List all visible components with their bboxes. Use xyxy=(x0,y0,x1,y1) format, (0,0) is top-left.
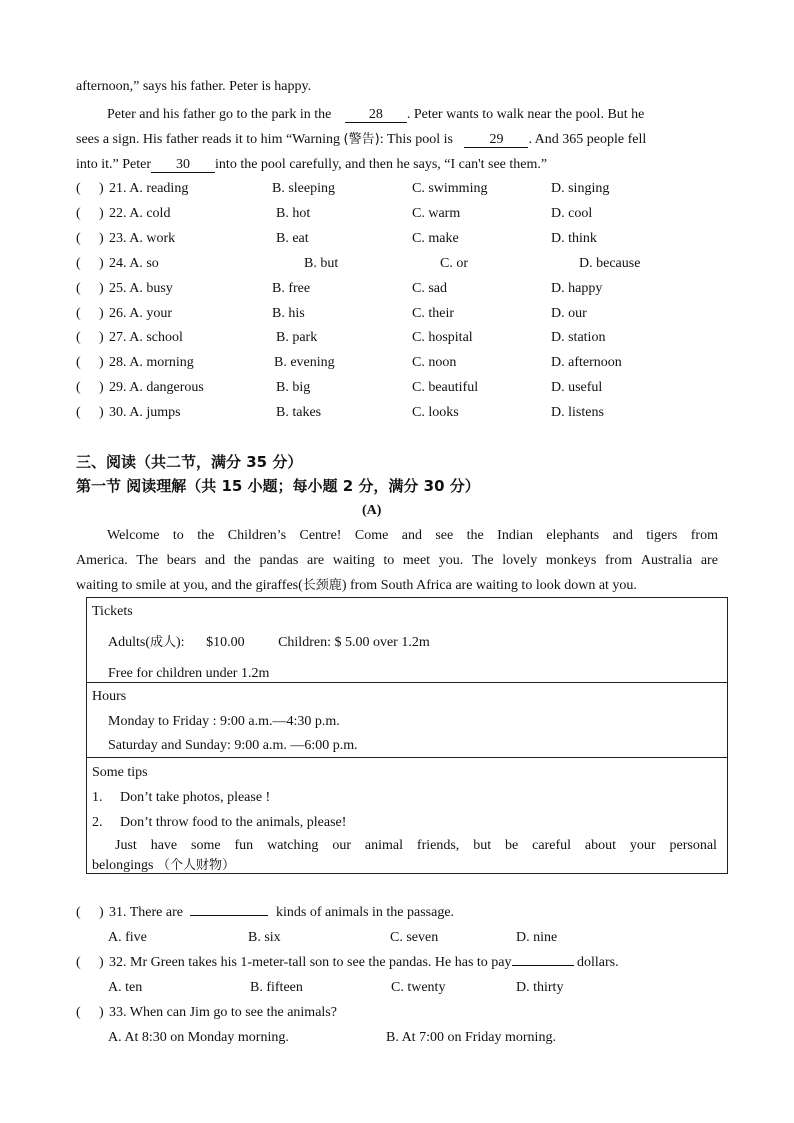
option-c[interactable]: C. noon xyxy=(412,355,457,371)
option-c[interactable]: C. make xyxy=(412,230,459,246)
cloze-question-30 xyxy=(76,406,718,422)
option-b[interactable]: B. sleeping xyxy=(272,181,335,196)
answer-paren-open: ( xyxy=(76,405,81,421)
answer-paren-close: ) xyxy=(99,255,104,271)
word: bears xyxy=(166,553,197,568)
answer-paren-open: ( xyxy=(76,181,81,196)
tickets-cell xyxy=(87,598,727,683)
option-b[interactable]: B. evening xyxy=(274,355,335,371)
option-b[interactable]: B. park xyxy=(276,330,318,346)
question-31: ( ) 31. There are kinds of animals in the passage. xyxy=(76,905,455,920)
word: meet xyxy=(402,553,431,568)
option-b[interactable]: B. At 7:00 on Friday morning. xyxy=(386,1030,556,1045)
answer-paren-open: ( xyxy=(76,280,81,296)
word: personal xyxy=(669,838,717,853)
option-b[interactable]: B. fifteen xyxy=(250,980,303,995)
option-a[interactable]: 24. A. so xyxy=(109,255,159,271)
option-c[interactable]: C. swimming xyxy=(412,181,488,196)
option-d[interactable]: D. our xyxy=(551,305,587,321)
cloze-question-22 xyxy=(76,207,718,223)
tip-2: 2. Don’t throw food to the animals, please! xyxy=(92,815,347,830)
word: elephants xyxy=(546,528,600,543)
passage-label: (A) xyxy=(362,503,382,518)
answer-paren-open: ( xyxy=(76,330,81,346)
option-c[interactable]: C. seven xyxy=(390,930,439,945)
word: waiting xyxy=(332,553,375,568)
option-c[interactable]: C. their xyxy=(412,305,454,321)
option-d[interactable]: D. useful xyxy=(551,380,603,396)
answer-paren-close: ) xyxy=(99,355,104,371)
story-line-4: into it.” Peter 30 into the pool carefully, and then he says, “I can't see them.” xyxy=(76,157,548,172)
option-a[interactable]: 28. A. morning xyxy=(109,355,194,371)
word: pandas xyxy=(259,553,299,568)
option-b[interactable]: B. hot xyxy=(276,205,311,221)
section-title: 三、阅读（共二节，满分 35 分） xyxy=(76,453,303,471)
word: and xyxy=(612,528,633,543)
word: but xyxy=(473,838,492,853)
word: from xyxy=(690,528,718,543)
answer-paren-open: ( xyxy=(76,380,81,396)
option-c[interactable]: C. looks xyxy=(412,405,459,421)
weekday-hours: Monday to Friday : 9:00 a.m.—4:30 p.m. xyxy=(108,714,340,729)
word: to xyxy=(172,528,184,543)
answer-paren-close: ) xyxy=(99,305,104,321)
option-a[interactable]: 26. A. your xyxy=(109,305,172,321)
option-b[interactable]: B. six xyxy=(248,930,281,945)
option-c[interactable]: C. hospital xyxy=(412,330,473,346)
option-d[interactable]: D. because xyxy=(579,255,641,271)
tips-header: Some tips xyxy=(92,765,148,780)
story-line-2: Peter and his father go to the park in the 28 . Peter wants to walk near the pool. But he xyxy=(107,107,645,122)
word: fun xyxy=(234,838,254,853)
answer-paren-open: ( xyxy=(76,355,81,371)
option-b[interactable]: B. takes xyxy=(276,405,322,421)
free-line: Free for children under 1.2m xyxy=(108,666,270,681)
word: Indian xyxy=(497,528,533,543)
word: our xyxy=(332,838,351,853)
option-a[interactable]: 21. A. reading xyxy=(109,181,189,196)
option-a[interactable]: 23. A. work xyxy=(109,230,176,246)
option-d[interactable]: D. cool xyxy=(551,205,593,221)
hours-header: Hours xyxy=(92,689,127,704)
option-b[interactable]: B. big xyxy=(276,380,311,396)
option-d[interactable]: D. happy xyxy=(551,280,603,296)
option-b[interactable]: B. free xyxy=(272,280,311,296)
cloze-question-21 xyxy=(76,182,718,198)
info-box xyxy=(86,597,728,874)
word: Children’s xyxy=(227,528,287,543)
word: animal xyxy=(364,838,404,853)
hours-cell xyxy=(87,683,727,758)
word: some xyxy=(191,838,221,853)
answer-paren-close: ) xyxy=(99,405,104,421)
word: The xyxy=(471,553,494,568)
weekend-hours: Saturday and Sunday: 9:00 a.m. —6:00 p.m. xyxy=(108,738,358,753)
option-c[interactable]: C. sad xyxy=(412,280,447,296)
blank-28: 28 xyxy=(345,107,407,123)
tip-1: 1. Don’t take photos, please ! xyxy=(92,790,271,805)
word: see xyxy=(435,528,454,543)
question-32: ( ) 32. Mr Green takes his 1-meter-tall son to see the pandas. He has to pay dollars. xyxy=(76,955,619,970)
word: the xyxy=(233,553,251,568)
tickets-header: Tickets xyxy=(92,604,133,619)
answer-paren-close: ) xyxy=(99,380,104,396)
option-c[interactable]: C. twenty xyxy=(391,980,446,995)
word: Welcome xyxy=(107,528,160,543)
word: Just xyxy=(115,838,137,853)
answer-paren-open: ( xyxy=(76,230,81,246)
word: are xyxy=(700,553,718,568)
word: the xyxy=(197,528,215,543)
word: you. xyxy=(438,553,464,568)
option-a[interactable]: 27. A. school xyxy=(109,330,183,346)
option-d[interactable]: D. afternoon xyxy=(551,355,622,371)
option-d[interactable]: D. think xyxy=(551,230,597,246)
tips-cell xyxy=(87,758,727,873)
tip-3-line-2: belongings （个人财物） xyxy=(92,858,235,873)
option-b[interactable]: B. but xyxy=(304,255,339,271)
cloze-question-26 xyxy=(76,307,718,323)
answer-blank-32[interactable] xyxy=(512,965,574,966)
tip-3-line-1 xyxy=(115,839,717,853)
option-c[interactable]: C. or xyxy=(440,255,468,271)
cloze-question-29 xyxy=(76,381,718,397)
word: about xyxy=(584,838,617,853)
word: from xyxy=(605,553,633,568)
option-a[interactable]: 30. A. jumps xyxy=(109,405,181,421)
cloze-question-24 xyxy=(76,257,718,273)
option-a[interactable]: 25. A. busy xyxy=(109,280,173,296)
answer-paren-close: ) xyxy=(99,280,104,296)
answer-paren-open: ( xyxy=(76,205,81,221)
option-a[interactable]: A. At 8:30 on Monday morning. xyxy=(108,1030,289,1045)
cloze-question-25 xyxy=(76,282,718,298)
blank-29: 29 xyxy=(464,132,528,148)
answer-paren-open: ( xyxy=(76,255,81,271)
word: Australia xyxy=(640,553,693,568)
question-33: ( ) 33. When can Jim go to see the animals? xyxy=(76,1005,337,1020)
passage-line-1 xyxy=(107,529,718,543)
answer-paren-close: ) xyxy=(99,205,104,221)
word: The xyxy=(136,553,159,568)
cloze-question-27 xyxy=(76,331,718,347)
word: your xyxy=(629,838,656,853)
word: watching xyxy=(267,838,319,853)
word: to xyxy=(383,553,395,568)
story-line-1: afternoon,” says his father. Peter is happy. xyxy=(76,79,312,94)
cloze-question-23 xyxy=(76,232,718,248)
question-33-options xyxy=(76,1031,718,1047)
option-a[interactable]: 22. A. cold xyxy=(109,205,171,221)
word: friends, xyxy=(416,838,460,853)
option-d[interactable]: D. station xyxy=(551,330,606,346)
word: are xyxy=(306,553,325,568)
story-line-3: sees a sign. His father reads it to him “Warning (警告): This pool is 29 . And 365 people fell xyxy=(76,132,647,147)
option-c[interactable]: C. warm xyxy=(412,205,461,221)
option-d[interactable]: D. nine xyxy=(516,930,558,945)
option-d[interactable]: D. thirty xyxy=(516,980,564,995)
answer-blank-31[interactable] xyxy=(190,915,268,916)
cloze-question-28 xyxy=(76,356,718,372)
answer-paren-close: ) xyxy=(99,230,104,246)
answer-paren-close: ) xyxy=(99,181,104,196)
option-b[interactable]: B. his xyxy=(272,305,305,321)
section-subtitle: 第一节 阅读理解（共 15 小题；每小题 2 分，满分 30 分） xyxy=(76,477,480,495)
option-b[interactable]: B. eat xyxy=(276,230,309,246)
blank-30: 30 xyxy=(151,157,215,173)
question-31-options xyxy=(76,931,718,947)
adults-price-line: Adults(成人): $10.00 Children: $ 5.00 over 1.2m xyxy=(108,635,430,650)
word: have xyxy=(150,838,178,853)
word: and xyxy=(401,528,422,543)
word: monkeys xyxy=(545,553,597,568)
word: and xyxy=(204,553,226,568)
option-a[interactable]: A. five xyxy=(108,930,147,945)
word: be xyxy=(505,838,519,853)
word: careful xyxy=(532,838,571,853)
word: tigers xyxy=(646,528,678,543)
word: Centre! xyxy=(299,528,342,543)
option-c[interactable]: C. beautiful xyxy=(412,380,479,396)
option-d[interactable]: D. singing xyxy=(551,181,610,196)
word: lovely xyxy=(502,553,538,568)
passage-line-3: waiting to smile at you, and the giraffes(长颈鹿) from South Africa are waiting to look down at you. xyxy=(76,578,637,593)
answer-paren-close: ) xyxy=(99,330,104,346)
option-d[interactable]: D. listens xyxy=(551,405,604,421)
word: America. xyxy=(76,553,128,568)
option-a[interactable]: A. ten xyxy=(108,980,143,995)
word: Come xyxy=(354,528,389,543)
question-32-options xyxy=(76,981,718,997)
word: the xyxy=(466,528,484,543)
answer-paren-open: ( xyxy=(76,305,81,321)
option-a[interactable]: 29. A. dangerous xyxy=(109,380,204,396)
passage-line-2 xyxy=(76,554,718,568)
